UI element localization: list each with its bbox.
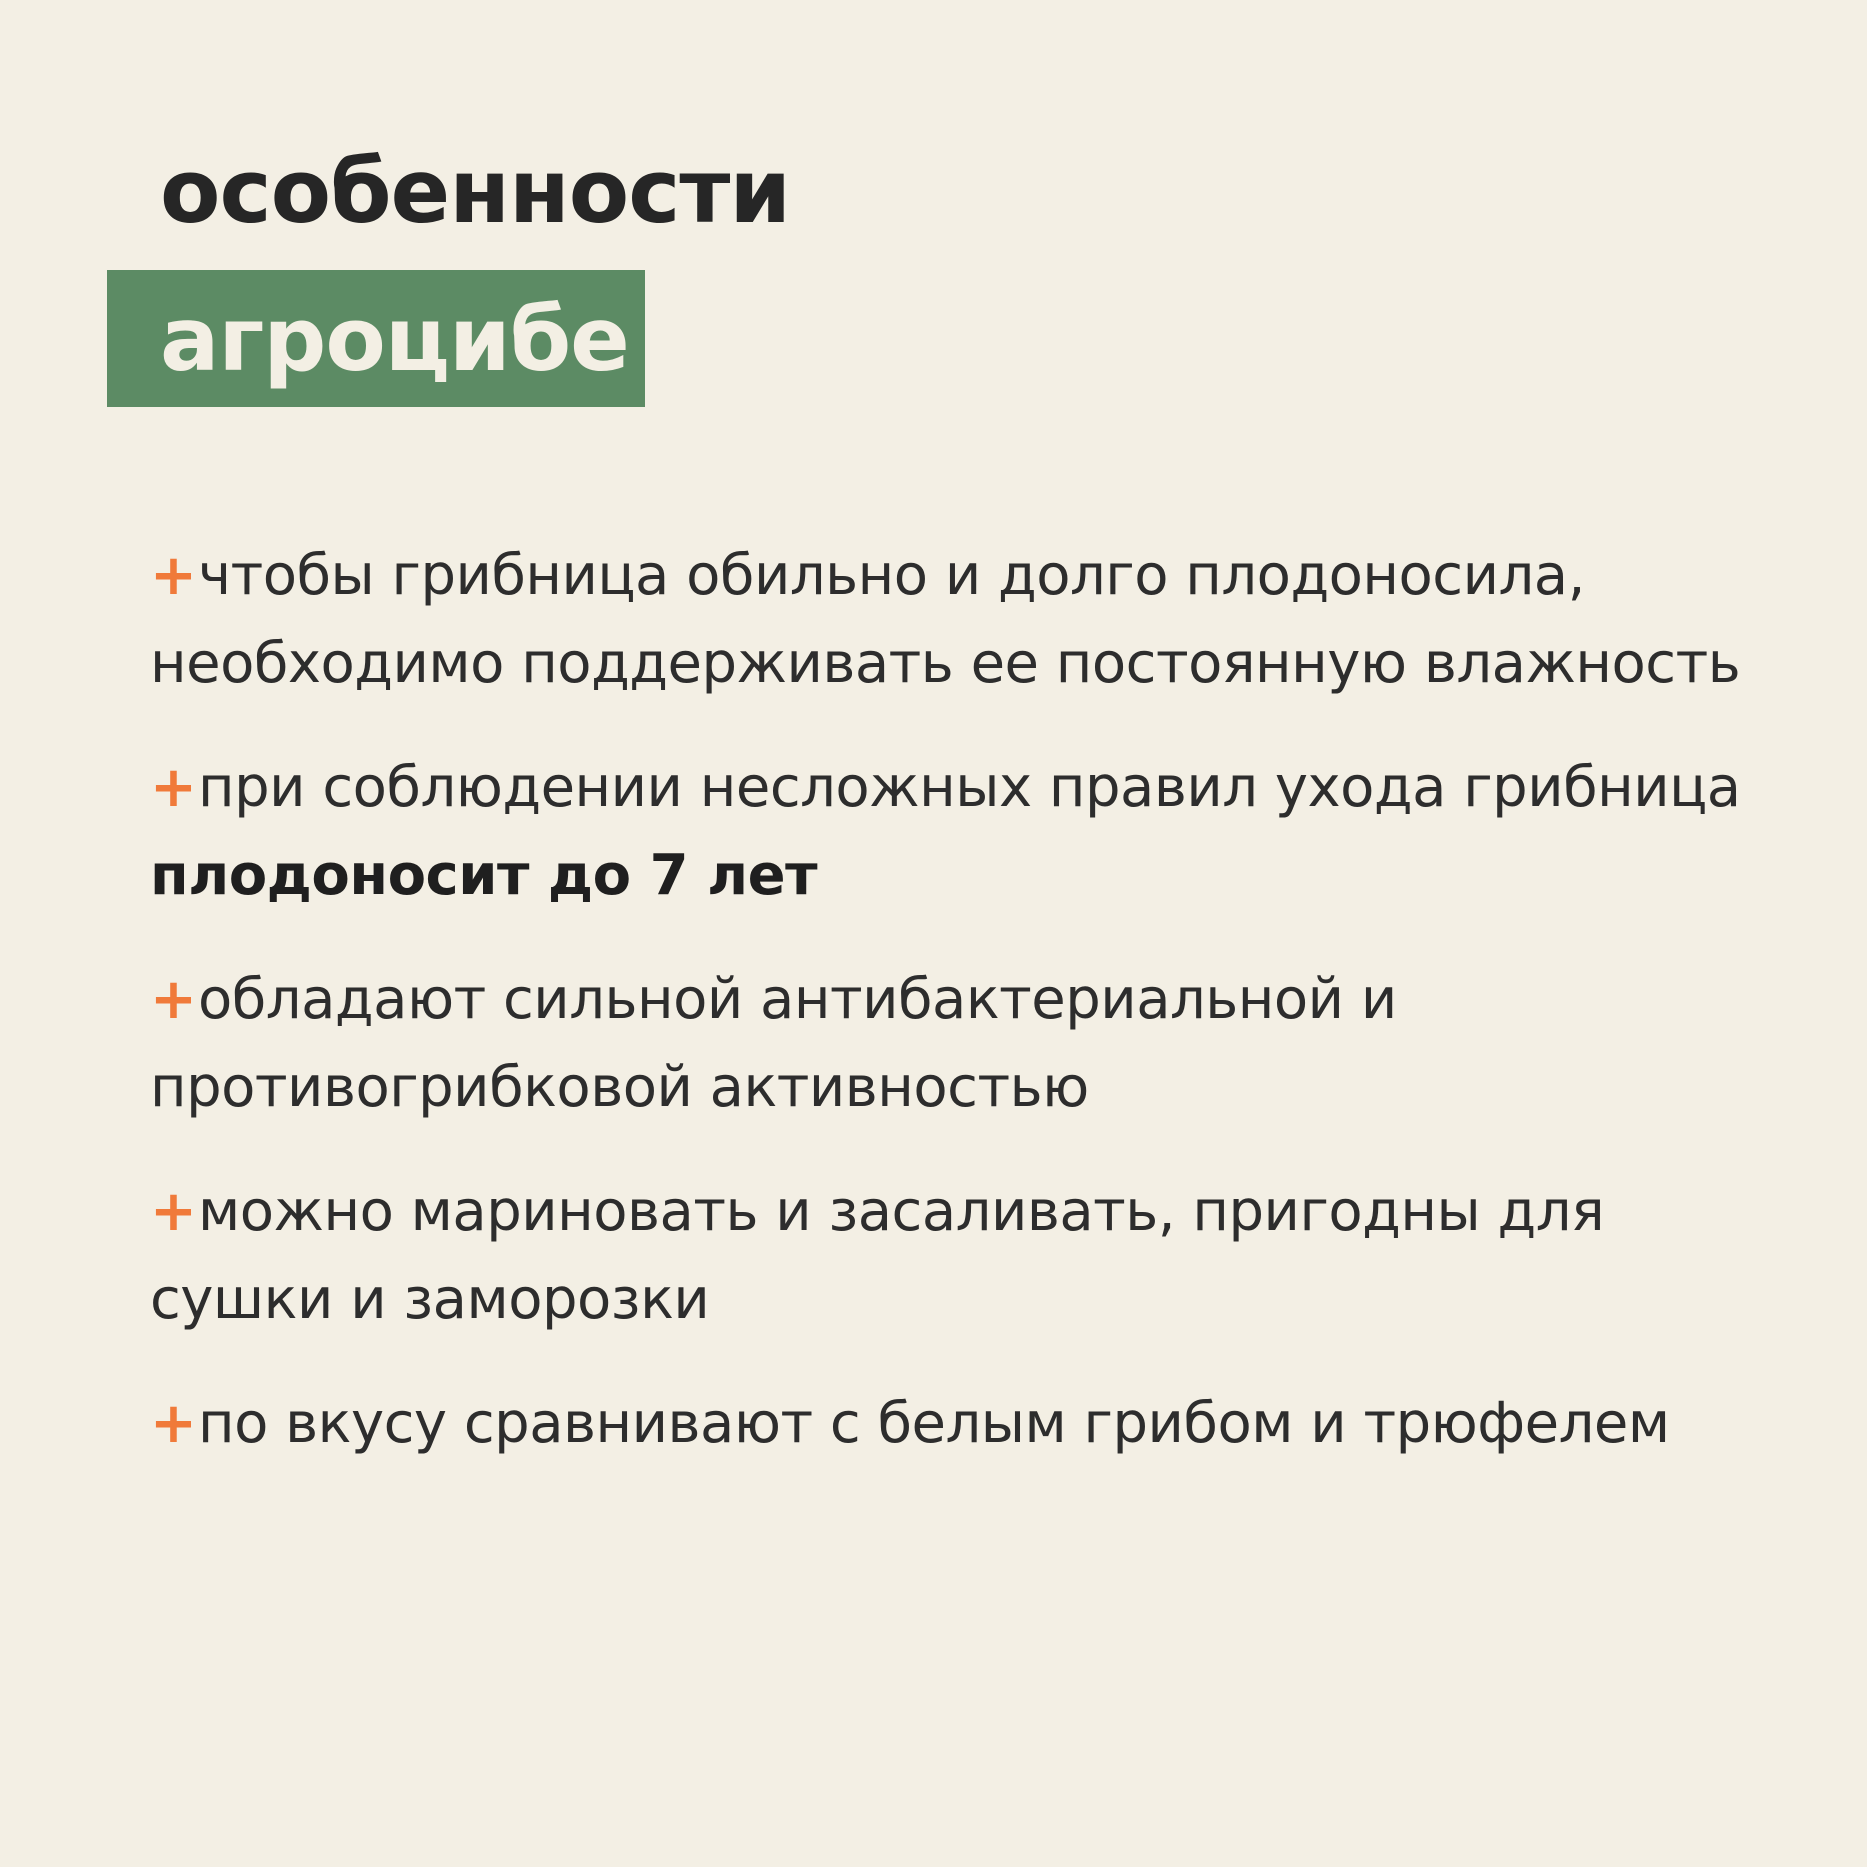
- plus-icon: +: [150, 1179, 197, 1244]
- features-list: [150, 532, 1760, 1504]
- feature-text: чтобы грибница обильно и долго плодоносила, необходимо поддерживать ее постоянную влажность: [150, 543, 1741, 696]
- plus-icon: +: [150, 967, 197, 1032]
- feature-bold-text: плодоносит до 7 лет: [150, 843, 818, 908]
- feature-text: по вкусу сравнивают с белым грибом и трюфелем: [198, 1391, 1670, 1456]
- plus-icon: +: [150, 543, 197, 608]
- title: особенности: [160, 140, 791, 243]
- subtitle: агроцибе: [160, 288, 629, 391]
- plus-icon: +: [150, 755, 197, 820]
- feature-text: при соблюдении несложных правил ухода грибница: [198, 755, 1741, 820]
- feature-text: обладают сильной антибактериальной и противогрибковой активностью: [150, 967, 1397, 1120]
- feature-item: [150, 1168, 1760, 1344]
- feature-item: [150, 1380, 1760, 1468]
- feature-item: [150, 744, 1760, 920]
- feature-item: [150, 532, 1760, 708]
- plus-icon: +: [150, 1391, 197, 1456]
- feature-item: [150, 956, 1760, 1132]
- feature-text: можно мариновать и засаливать, пригодны для сушки и заморозки: [150, 1179, 1605, 1332]
